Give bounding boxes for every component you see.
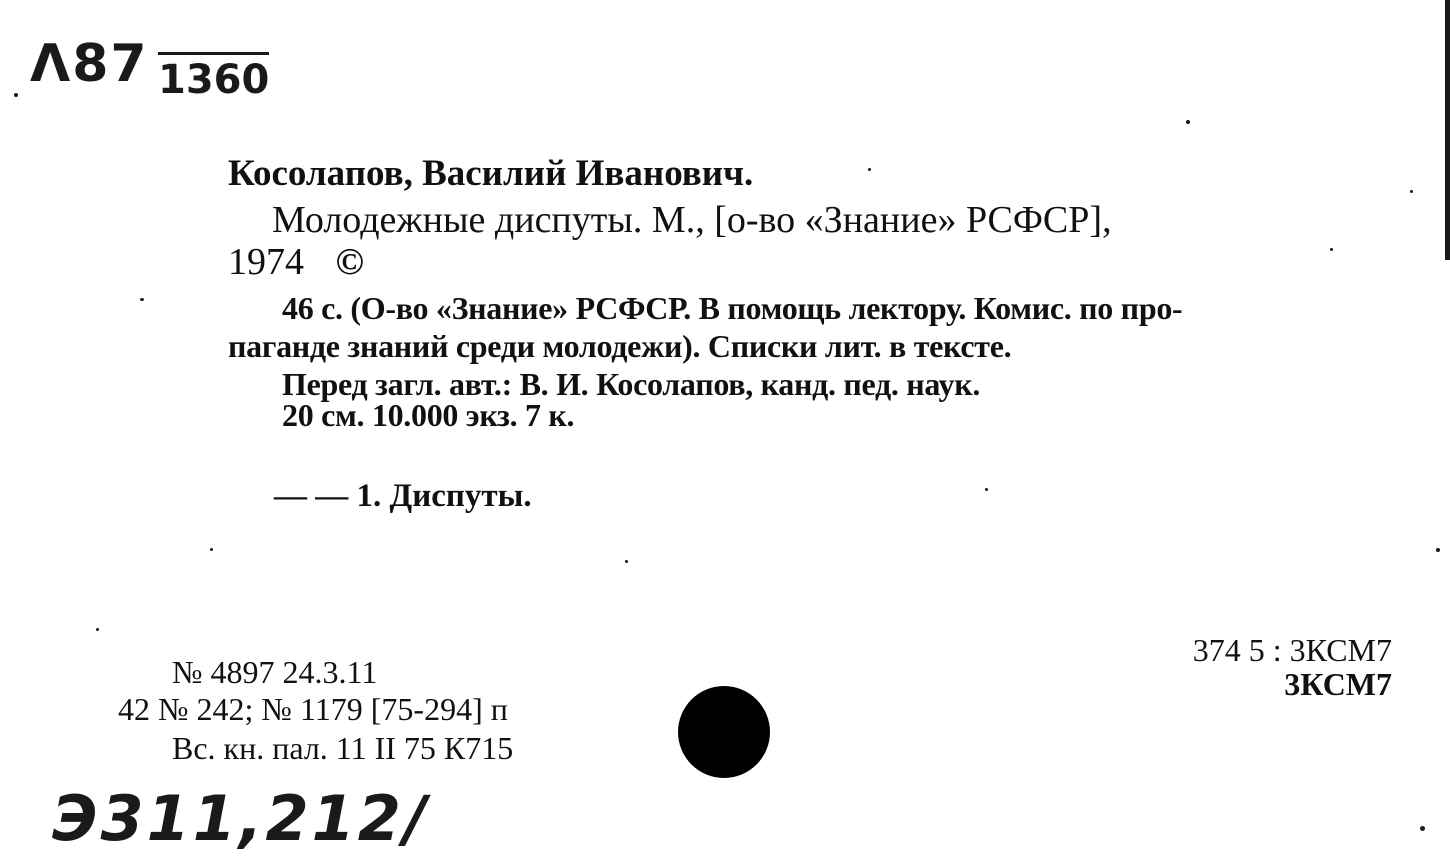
copyright-icon: © (335, 241, 364, 283)
scan-speck (868, 168, 871, 171)
classification-line-2: 3КСМ7 (1284, 666, 1392, 702)
scan-speck (14, 93, 18, 97)
record-line-2: 42 № 242; № 1179 [75-294] п (118, 691, 508, 727)
handwritten-bottom-code: Э311,212/ (52, 782, 430, 855)
description-line-1: 46 с. (О-во «Знание» РСФСР. В помощь лектору. Комис. по про- (282, 290, 1183, 326)
classification-line-1: 374 5 : 3КСМ7 (1192, 632, 1392, 668)
record-line-3: Вс. кн. пал. 11 II 75 К715 (172, 730, 514, 766)
scan-speck (140, 298, 144, 301)
punch-hole (678, 686, 770, 778)
card-edge-shadow (1445, 0, 1450, 260)
handwritten-top-code: Λ87 (30, 34, 149, 94)
description-line-3: Перед загл. авт.: В. И. Косолапов, канд. пед. наук. (282, 366, 981, 402)
handwritten-top-number: 1360 (158, 52, 269, 103)
scan-speck (1420, 826, 1425, 831)
scan-speck (1436, 548, 1440, 552)
scan-speck (96, 628, 99, 631)
author-heading: Косолапов, Василий Иванович. (228, 153, 754, 194)
title-line: Молодежные диспуты. М., [о-во «Знание» РСФСР], (272, 199, 1112, 241)
description-line-2: паганде знаний среди молодежи). Списки лит. в тексте. (228, 328, 1012, 364)
scan-speck (625, 560, 628, 563)
scan-speck (210, 548, 213, 551)
record-line-1: № 4897 24.3.11 (172, 654, 378, 690)
year: 1974 (228, 241, 304, 283)
description-line-4: 20 см. 10.000 экз. 7 к. (282, 397, 575, 433)
scan-speck (1186, 120, 1190, 124)
year-line (228, 240, 364, 284)
scan-speck (1410, 190, 1413, 193)
subject-heading: — — 1. Диспуты. (274, 478, 532, 514)
scan-speck (1330, 248, 1333, 251)
scan-speck (985, 488, 988, 491)
